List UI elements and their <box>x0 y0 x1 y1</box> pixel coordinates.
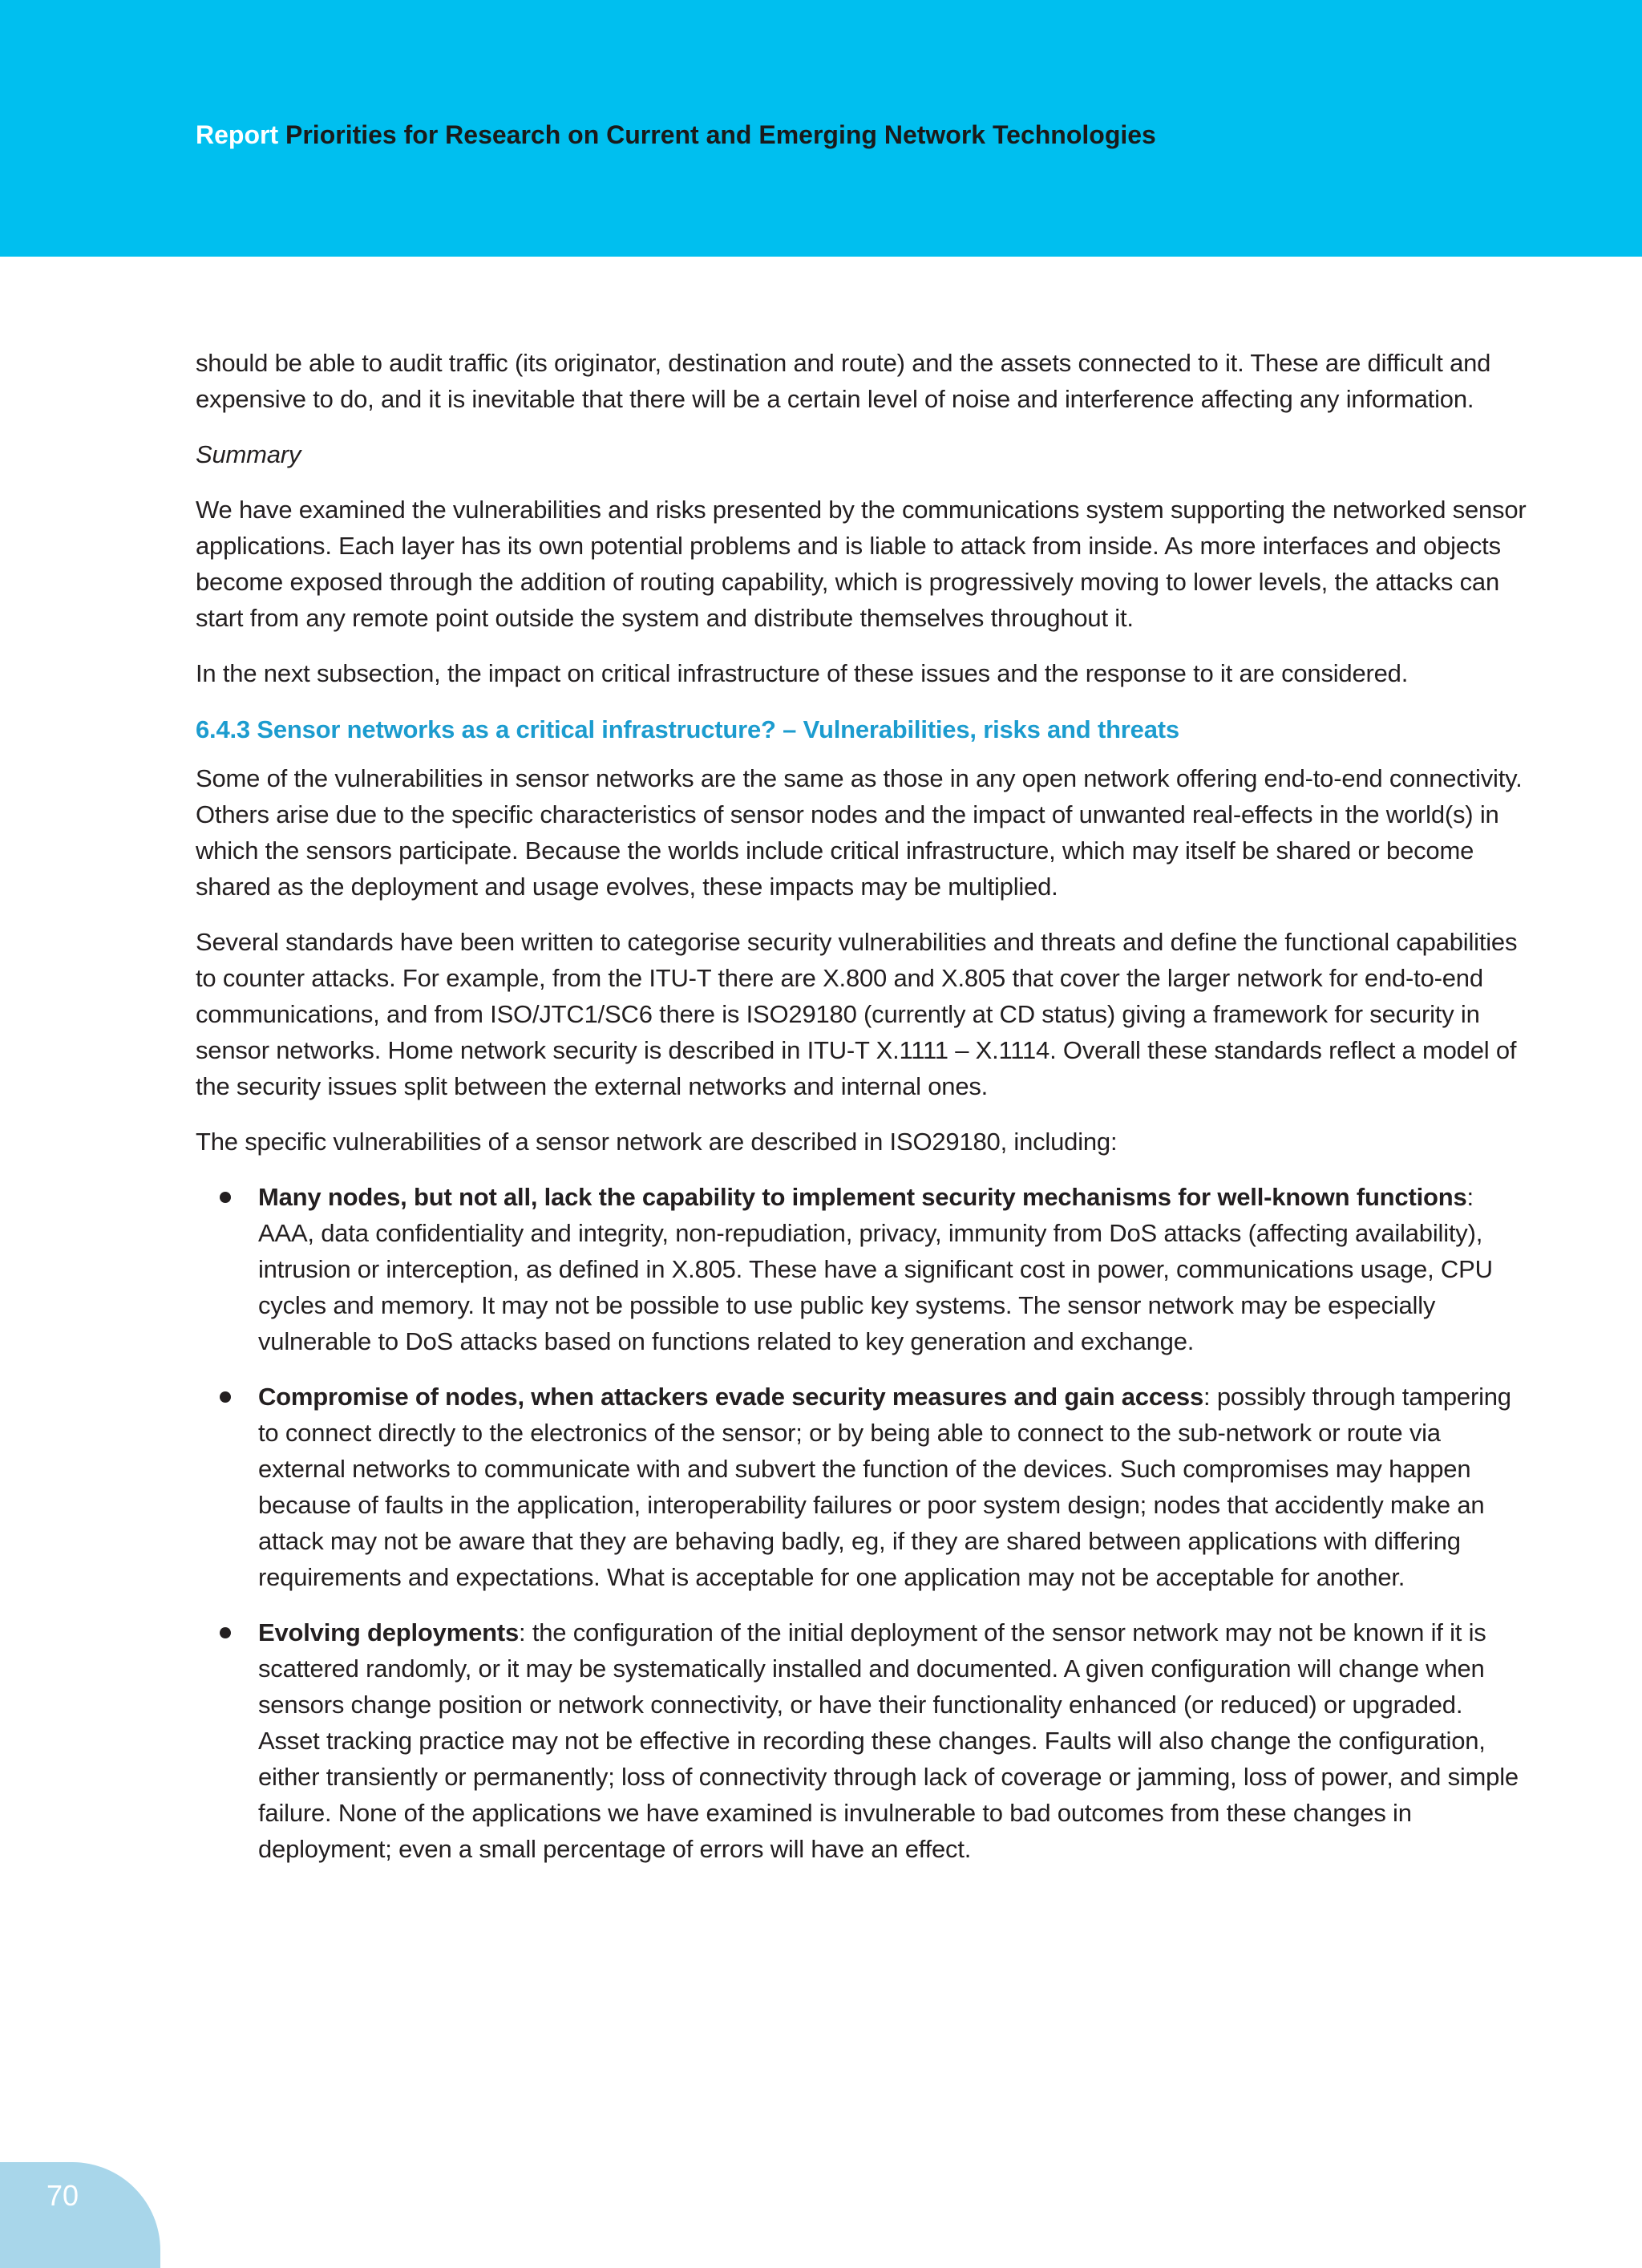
paragraph-intro: should be able to audit traffic (its originator, destination and route) and the assets connected to it. These are difficult and expensive to do, and it is inevitable that there will be a certain level of noise and interference affecting any information. <box>196 349 1491 413</box>
list-item-lead: Many nodes, but not all, lack the capability to implement security mechanisms for well-known functions <box>258 1183 1467 1211</box>
summary-heading: Summary <box>196 440 301 468</box>
vulnerability-list <box>196 1179 1527 1867</box>
bullet-icon <box>220 1391 231 1403</box>
paragraph-next-subsection: In the next subsection, the impact on critical infrastructure of these issues and the response to it are considered. <box>196 659 1409 687</box>
paragraph-summary: We have examined the vulnerabilities and risks presented by the communications system supporting the networked sensor applications. Each layer has its own potential problems and is liable to attack from inside. As more interfaces and objects become exposed through the addition of routing capability, which is progressively moving to lower levels, the attacks can start from any remote point outside the system and distribute themselves throughout it. <box>196 496 1527 632</box>
page-number-tab <box>0 2162 160 2268</box>
bullet-icon <box>220 1627 231 1638</box>
list-item <box>196 1614 1527 1867</box>
page-number: 70 <box>47 2179 79 2212</box>
list-item-text: : possibly through tampering to connect directly to the electronics of the sensor; or by being able to connect to the sub-network or route via external networks to communicate with and subvert the function of the devices. Such compromises may happen because of faults in the application, interoperability failures or poor system design; nodes that accidently make an attack may not be aware that they are behaving badly, eg, if they are shared between applications with differing requirements and expectations. What is acceptable for one application may not be acceptable for another. <box>258 1383 1511 1591</box>
section-heading: 6.4.3 Sensor networks as a critical infrastructure? – Vulnerabilities, risks and threats <box>196 715 1179 743</box>
paragraph-specific: The specific vulnerabilities of a sensor network are described in ISO29180, including: <box>196 1128 1118 1156</box>
report-header <box>196 119 1156 151</box>
page-body <box>196 345 1527 1886</box>
paragraph-vulnerabilities: Some of the vulnerabilities in sensor networks are the same as those in any open network offering end-to-end connectivity. Others arise due to the specific characteristics of sensor nodes and the impact of unwanted real-effects in the world(s) in which the sensors participate. Because the worlds include critical infrastructure, which may itself be shared or become shared as the deployment and usage evolves, these impacts may be multiplied. <box>196 764 1523 901</box>
list-item <box>196 1379 1527 1595</box>
list-item-lead: Evolving deployments <box>258 1618 520 1646</box>
bullet-icon <box>220 1192 231 1203</box>
paragraph-standards: Several standards have been written to categorise security vulnerabilities and threats and define the functional capabilities to counter attacks. For example, from the ITU-T there are X.800 and X.805 that cover the larger network for end-to-end communications, and from ISO/JTC1/SC6 there is ISO29180 (currently at CD status) giving a framework for security in sensor networks. Home network security is described in ITU-T X.1111 – X.1114. Overall these standards reflect a model of the security issues split between the external networks and internal ones. <box>196 928 1518 1100</box>
list-item-text: : AAA, data confidentiality and integrity, non-repudiation, privacy, immunity from DoS attacks (affecting availability), intrusion or interception, as defined in X.805. These have a significant cost in power, communications usage, CPU cycles and memory. It may not be possible to use public key systems. The sensor network may be especially vulnerable to DoS attacks based on functions related to key generation and exchange. <box>258 1183 1493 1355</box>
list-item-lead: Compromise of nodes, when attackers evade security measures and gain access <box>258 1383 1203 1411</box>
list-item <box>196 1179 1527 1359</box>
report-label: Report <box>196 120 279 149</box>
list-item-text: : the configuration of the initial deployment of the sensor network may not be known if it is scattered randomly, or it may be systematically installed and documented. A given configuration will change when sensors change position or network connectivity, or have their functionality enhanced (or reduced) or upgraded. Asset tracking practice may not be effective in recording these changes. Faults will also change the configuration, either transiently or permanently; loss of connectivity through lack of coverage or jamming, loss of power, and simple failure. None of the applications we have examined is invulnerable to bad outcomes from these changes in deployment; even a small percentage of errors will have an effect. <box>258 1618 1519 1863</box>
report-title: Priorities for Research on Current and Emerging Network Technologies <box>285 120 1156 149</box>
